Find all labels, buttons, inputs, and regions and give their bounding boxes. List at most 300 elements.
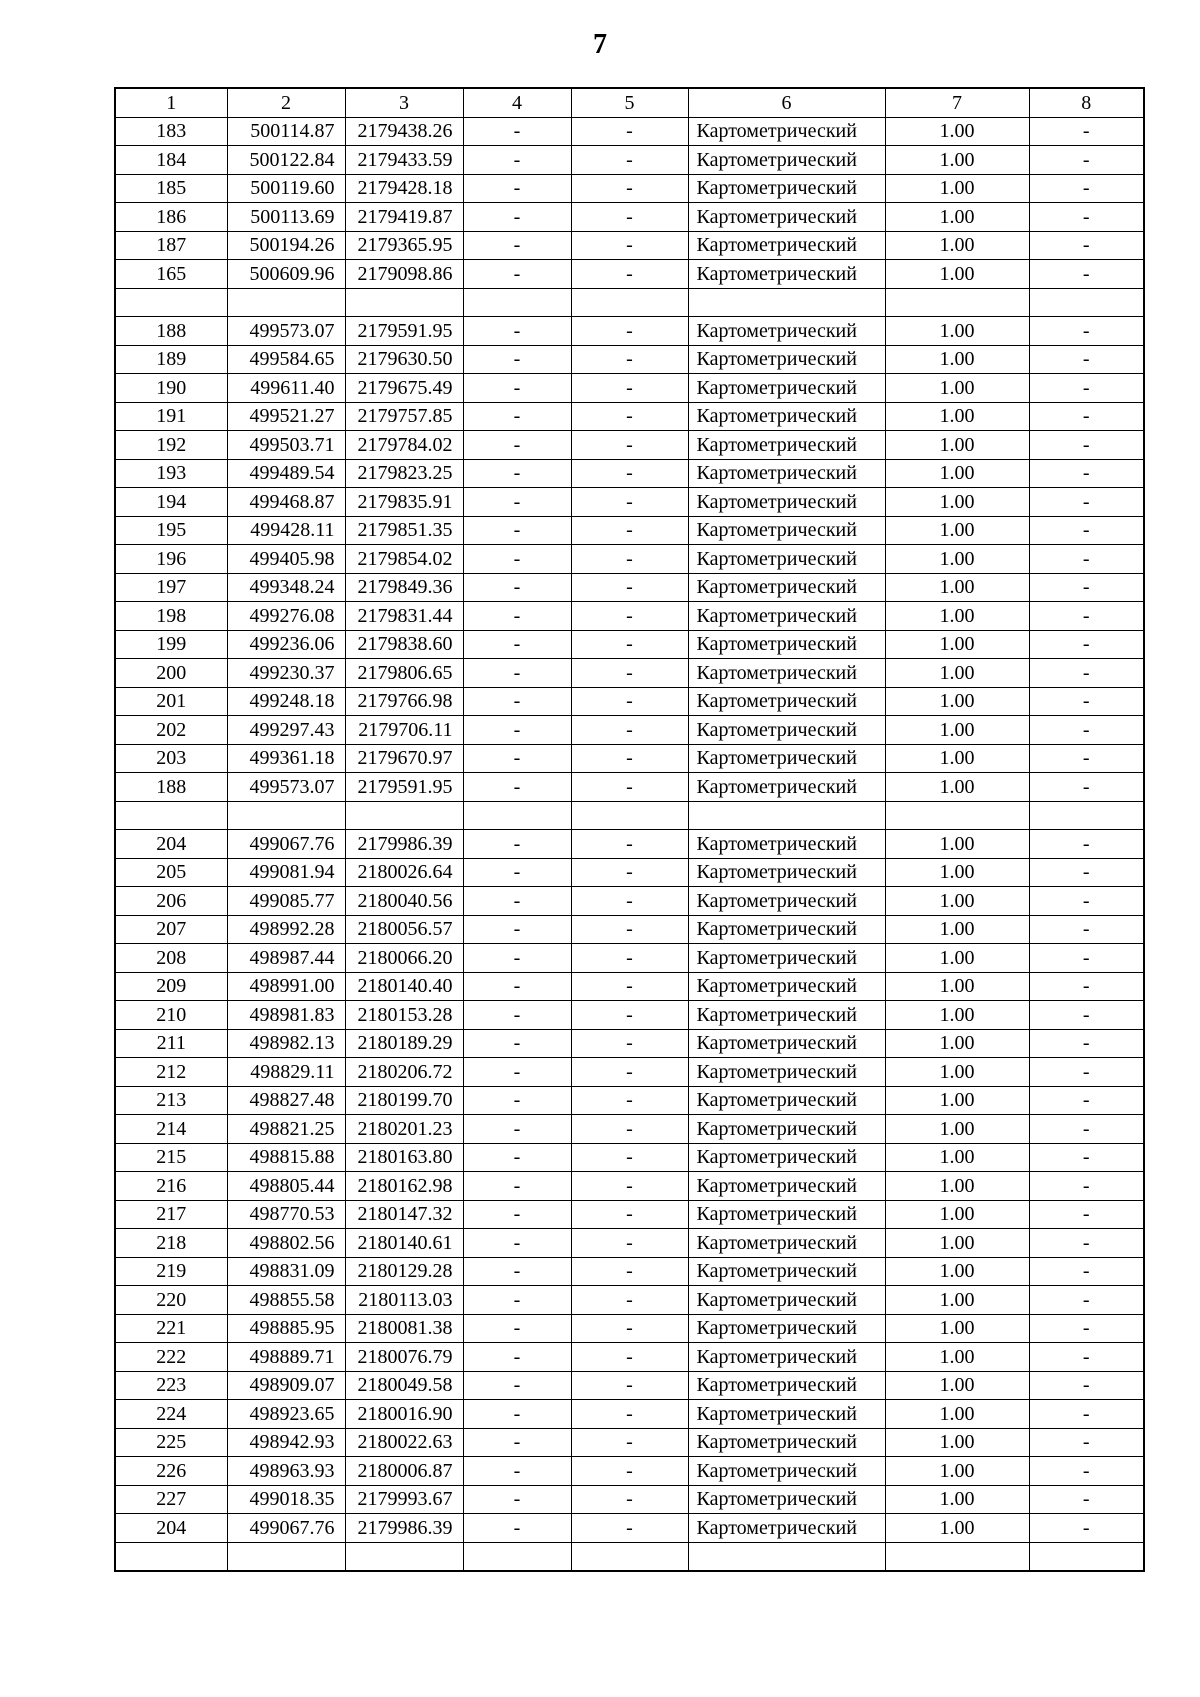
column-4-cell: -: [463, 915, 571, 944]
method-cell: Картометрический: [688, 1457, 885, 1486]
column-4-cell: -: [463, 1428, 571, 1457]
method-cell: Картометрический: [688, 345, 885, 374]
y-coordinate-cell: 2180199.70: [345, 1086, 463, 1115]
column-4-cell: -: [463, 402, 571, 431]
table-body: [115, 117, 1144, 1571]
column-8-cell: -: [1029, 317, 1144, 346]
point-number-cell: 205: [115, 858, 227, 887]
column-8-cell: -: [1029, 1143, 1144, 1172]
accuracy-cell: 1.00: [885, 1485, 1029, 1514]
accuracy-cell: 1.00: [885, 1172, 1029, 1201]
column-8-cell: -: [1029, 773, 1144, 802]
accuracy-cell: 1.00: [885, 1514, 1029, 1543]
table-row: [115, 830, 1144, 859]
method-cell: [688, 1542, 885, 1571]
column-5-cell: -: [571, 174, 688, 203]
accuracy-cell: 1.00: [885, 944, 1029, 973]
accuracy-cell: 1.00: [885, 602, 1029, 631]
column-header: 3: [345, 88, 463, 117]
x-coordinate-cell: 499611.40: [227, 374, 345, 403]
y-coordinate-cell: 2179098.86: [345, 260, 463, 289]
column-5-cell: -: [571, 1029, 688, 1058]
column-5-cell: -: [571, 374, 688, 403]
y-coordinate-cell: 2179706.11: [345, 716, 463, 745]
point-number-cell: 193: [115, 459, 227, 488]
y-coordinate-cell: 2179806.65: [345, 659, 463, 688]
column-5-cell: -: [571, 146, 688, 175]
y-coordinate-cell: 2180040.56: [345, 887, 463, 916]
table-separator-row: [115, 288, 1144, 317]
column-8-cell: -: [1029, 1314, 1144, 1343]
table-row: [115, 687, 1144, 716]
column-5-cell: -: [571, 630, 688, 659]
y-coordinate-cell: 2179851.35: [345, 516, 463, 545]
table-row: [115, 488, 1144, 517]
y-coordinate-cell: 2180153.28: [345, 1001, 463, 1030]
column-4-cell: -: [463, 1400, 571, 1429]
x-coordinate-cell: 499348.24: [227, 573, 345, 602]
x-coordinate-cell: [227, 1542, 345, 1571]
y-coordinate-cell: 2180081.38: [345, 1314, 463, 1343]
point-number-cell: 186: [115, 203, 227, 232]
x-coordinate-cell: 498889.71: [227, 1343, 345, 1372]
method-cell: Картометрический: [688, 944, 885, 973]
column-4-cell: -: [463, 174, 571, 203]
point-number-cell: 188: [115, 773, 227, 802]
point-number-cell: 225: [115, 1428, 227, 1457]
x-coordinate-cell: 498831.09: [227, 1257, 345, 1286]
method-cell: Картометрический: [688, 773, 885, 802]
point-number-cell: 212: [115, 1058, 227, 1087]
table-row: [115, 516, 1144, 545]
table-row: [115, 117, 1144, 146]
column-5-cell: -: [571, 1400, 688, 1429]
accuracy-cell: 1.00: [885, 260, 1029, 289]
column-5-cell: -: [571, 260, 688, 289]
column-4-cell: [463, 1542, 571, 1571]
column-8-cell: -: [1029, 1029, 1144, 1058]
x-coordinate-cell: 499230.37: [227, 659, 345, 688]
point-number-cell: [115, 1542, 227, 1571]
table-row: [115, 1514, 1144, 1543]
column-5-cell: -: [571, 1343, 688, 1372]
column-5-cell: -: [571, 1286, 688, 1315]
column-8-cell: -: [1029, 174, 1144, 203]
point-number-cell: 201: [115, 687, 227, 716]
column-8-cell: -: [1029, 1485, 1144, 1514]
method-cell: Картометрический: [688, 1229, 885, 1258]
y-coordinate-cell: 2179365.95: [345, 231, 463, 260]
point-number-cell: 224: [115, 1400, 227, 1429]
accuracy-cell: 1.00: [885, 1001, 1029, 1030]
column-5-cell: -: [571, 117, 688, 146]
table-row: [115, 231, 1144, 260]
table-row: [115, 944, 1144, 973]
y-coordinate-cell: 2179757.85: [345, 402, 463, 431]
column-5-cell: -: [571, 602, 688, 631]
column-header: 1: [115, 88, 227, 117]
accuracy-cell: 1.00: [885, 830, 1029, 859]
column-8-cell: -: [1029, 944, 1144, 973]
y-coordinate-cell: 2179831.44: [345, 602, 463, 631]
method-cell: Картометрический: [688, 174, 885, 203]
y-coordinate-cell: 2179784.02: [345, 431, 463, 460]
table-row: [115, 1001, 1144, 1030]
x-coordinate-cell: 499085.77: [227, 887, 345, 916]
y-coordinate-cell: 2179854.02: [345, 545, 463, 574]
x-coordinate-cell: 499503.71: [227, 431, 345, 460]
method-cell: Картометрический: [688, 374, 885, 403]
column-8-cell: -: [1029, 1371, 1144, 1400]
column-8-cell: -: [1029, 431, 1144, 460]
x-coordinate-cell: 498885.95: [227, 1314, 345, 1343]
column-4-cell: -: [463, 1058, 571, 1087]
point-number-cell: 202: [115, 716, 227, 745]
table-row: [115, 1029, 1144, 1058]
point-number-cell: 204: [115, 1514, 227, 1543]
column-8-cell: -: [1029, 687, 1144, 716]
column-5-cell: -: [571, 1514, 688, 1543]
column-8-cell: -: [1029, 345, 1144, 374]
y-coordinate-cell: 2180189.29: [345, 1029, 463, 1058]
column-4-cell: -: [463, 944, 571, 973]
y-coordinate-cell: 2179986.39: [345, 830, 463, 859]
column-5-cell: -: [571, 659, 688, 688]
method-cell: Картометрический: [688, 516, 885, 545]
column-4-cell: -: [463, 1457, 571, 1486]
table-row: [115, 402, 1144, 431]
y-coordinate-cell: 2179823.25: [345, 459, 463, 488]
y-coordinate-cell: 2180056.57: [345, 915, 463, 944]
point-number-cell: 187: [115, 231, 227, 260]
column-8-cell: -: [1029, 887, 1144, 916]
column-8-cell: -: [1029, 972, 1144, 1001]
x-coordinate-cell: 499081.94: [227, 858, 345, 887]
method-cell: Картометрический: [688, 1400, 885, 1429]
y-coordinate-cell: 2179630.50: [345, 345, 463, 374]
column-5-cell: -: [571, 1172, 688, 1201]
table-row: [115, 1371, 1144, 1400]
accuracy-cell: 1.00: [885, 858, 1029, 887]
column-4-cell: -: [463, 516, 571, 545]
method-cell: Картометрический: [688, 1371, 885, 1400]
x-coordinate-cell: 499067.76: [227, 1514, 345, 1543]
y-coordinate-cell: 2180006.87: [345, 1457, 463, 1486]
column-4-cell: -: [463, 203, 571, 232]
x-coordinate-cell: 499468.87: [227, 488, 345, 517]
method-cell: Картометрический: [688, 317, 885, 346]
column-4-cell: -: [463, 1371, 571, 1400]
table-row: [115, 1086, 1144, 1115]
y-coordinate-cell: 2179438.26: [345, 117, 463, 146]
column-8-cell: -: [1029, 1257, 1144, 1286]
y-coordinate-cell: 2179419.87: [345, 203, 463, 232]
column-5-cell: -: [571, 345, 688, 374]
accuracy-cell: 1.00: [885, 744, 1029, 773]
method-cell: Картометрический: [688, 687, 885, 716]
accuracy-cell: 1.00: [885, 146, 1029, 175]
point-number-cell: 220: [115, 1286, 227, 1315]
column-5-cell: [571, 801, 688, 830]
y-coordinate-cell: 2180163.80: [345, 1143, 463, 1172]
point-number-cell: 199: [115, 630, 227, 659]
point-number-cell: 215: [115, 1143, 227, 1172]
column-4-cell: -: [463, 744, 571, 773]
y-coordinate-cell: 2179670.97: [345, 744, 463, 773]
table-row: [115, 1343, 1144, 1372]
column-4-cell: -: [463, 1172, 571, 1201]
accuracy-cell: 1.00: [885, 1143, 1029, 1172]
table-row: [115, 1257, 1144, 1286]
accuracy-cell: 1.00: [885, 317, 1029, 346]
x-coordinate-cell: [227, 801, 345, 830]
column-5-cell: -: [571, 573, 688, 602]
x-coordinate-cell: 500119.60: [227, 174, 345, 203]
point-number-cell: 196: [115, 545, 227, 574]
column-4-cell: -: [463, 858, 571, 887]
method-cell: Картометрический: [688, 402, 885, 431]
table-row: [115, 659, 1144, 688]
method-cell: Картометрический: [688, 1257, 885, 1286]
x-coordinate-cell: 498770.53: [227, 1200, 345, 1229]
accuracy-cell: 1.00: [885, 117, 1029, 146]
x-coordinate-cell: 499521.27: [227, 402, 345, 431]
column-8-cell: -: [1029, 1514, 1144, 1543]
column-4-cell: -: [463, 887, 571, 916]
y-coordinate-cell: 2180022.63: [345, 1428, 463, 1457]
point-number-cell: 194: [115, 488, 227, 517]
column-8-cell: -: [1029, 744, 1144, 773]
column-8-cell: -: [1029, 545, 1144, 574]
table-row: [115, 174, 1144, 203]
method-cell: Картометрический: [688, 1428, 885, 1457]
column-8-cell: -: [1029, 402, 1144, 431]
y-coordinate-cell: 2180026.64: [345, 858, 463, 887]
x-coordinate-cell: 499067.76: [227, 830, 345, 859]
method-cell: Картометрический: [688, 117, 885, 146]
x-coordinate-cell: 500122.84: [227, 146, 345, 175]
column-8-cell: [1029, 1542, 1144, 1571]
column-8-cell: -: [1029, 260, 1144, 289]
x-coordinate-cell: 498923.65: [227, 1400, 345, 1429]
column-5-cell: -: [571, 1257, 688, 1286]
table-row: [115, 602, 1144, 631]
table-row: [115, 972, 1144, 1001]
table-row: [115, 1314, 1144, 1343]
table-separator-row: [115, 801, 1144, 830]
table-row: [115, 1058, 1144, 1087]
accuracy-cell: 1.00: [885, 773, 1029, 802]
y-coordinate-cell: 2179835.91: [345, 488, 463, 517]
table-row: [115, 345, 1144, 374]
y-coordinate-cell: [345, 801, 463, 830]
column-8-cell: -: [1029, 915, 1144, 944]
accuracy-cell: 1.00: [885, 231, 1029, 260]
column-4-cell: -: [463, 1286, 571, 1315]
method-cell: Картометрический: [688, 488, 885, 517]
table-row: [115, 915, 1144, 944]
column-8-cell: [1029, 801, 1144, 830]
column-8-cell: -: [1029, 203, 1144, 232]
point-number-cell: 191: [115, 402, 227, 431]
column-8-cell: -: [1029, 146, 1144, 175]
column-4-cell: -: [463, 1257, 571, 1286]
table-row: [115, 1286, 1144, 1315]
column-5-cell: -: [571, 1001, 688, 1030]
table-row: [115, 260, 1144, 289]
column-5-cell: -: [571, 1457, 688, 1486]
point-number-cell: 214: [115, 1115, 227, 1144]
column-5-cell: [571, 1542, 688, 1571]
point-number-cell: 200: [115, 659, 227, 688]
accuracy-cell: 1.00: [885, 716, 1029, 745]
x-coordinate-cell: 498942.93: [227, 1428, 345, 1457]
column-5-cell: -: [571, 1428, 688, 1457]
x-coordinate-cell: 498909.07: [227, 1371, 345, 1400]
method-cell: Картометрический: [688, 716, 885, 745]
column-4-cell: -: [463, 431, 571, 460]
accuracy-cell: 1.00: [885, 545, 1029, 574]
column-5-cell: -: [571, 773, 688, 802]
accuracy-cell: 1.00: [885, 374, 1029, 403]
column-4-cell: -: [463, 687, 571, 716]
y-coordinate-cell: 2180201.23: [345, 1115, 463, 1144]
point-number-cell: 211: [115, 1029, 227, 1058]
column-8-cell: -: [1029, 630, 1144, 659]
accuracy-cell: 1.00: [885, 1286, 1029, 1315]
x-coordinate-cell: 498805.44: [227, 1172, 345, 1201]
method-cell: Картометрический: [688, 1286, 885, 1315]
point-number-cell: 183: [115, 117, 227, 146]
accuracy-cell: 1.00: [885, 887, 1029, 916]
table-row: [115, 1115, 1144, 1144]
column-4-cell: -: [463, 1115, 571, 1144]
x-coordinate-cell: 500609.96: [227, 260, 345, 289]
column-5-cell: -: [571, 1371, 688, 1400]
column-4-cell: -: [463, 345, 571, 374]
point-number-cell: 197: [115, 573, 227, 602]
y-coordinate-cell: 2180162.98: [345, 1172, 463, 1201]
column-4-cell: -: [463, 1086, 571, 1115]
x-coordinate-cell: 499276.08: [227, 602, 345, 631]
column-4-cell: -: [463, 146, 571, 175]
x-coordinate-cell: 500113.69: [227, 203, 345, 232]
accuracy-cell: 1.00: [885, 1229, 1029, 1258]
accuracy-cell: 1.00: [885, 516, 1029, 545]
column-5-cell: -: [571, 459, 688, 488]
method-cell: Картометрический: [688, 1143, 885, 1172]
column-header: 2: [227, 88, 345, 117]
table-row: [115, 716, 1144, 745]
point-number-cell: 223: [115, 1371, 227, 1400]
accuracy-cell: 1.00: [885, 488, 1029, 517]
column-5-cell: -: [571, 1143, 688, 1172]
method-cell: Картометрический: [688, 231, 885, 260]
point-number-cell: 208: [115, 944, 227, 973]
x-coordinate-cell: 499584.65: [227, 345, 345, 374]
accuracy-cell: [885, 801, 1029, 830]
accuracy-cell: 1.00: [885, 659, 1029, 688]
y-coordinate-cell: 2180140.61: [345, 1229, 463, 1258]
y-coordinate-cell: 2180147.32: [345, 1200, 463, 1229]
method-cell: Картометрический: [688, 659, 885, 688]
column-4-cell: -: [463, 1485, 571, 1514]
accuracy-cell: 1.00: [885, 431, 1029, 460]
table-row: [115, 858, 1144, 887]
x-coordinate-cell: 498991.00: [227, 972, 345, 1001]
accuracy-cell: 1.00: [885, 459, 1029, 488]
table-row: [115, 431, 1144, 460]
accuracy-cell: 1.00: [885, 1428, 1029, 1457]
table-row: [115, 317, 1144, 346]
method-cell: Картометрический: [688, 459, 885, 488]
x-coordinate-cell: 498802.56: [227, 1229, 345, 1258]
column-4-cell: -: [463, 972, 571, 1001]
column-5-cell: -: [571, 687, 688, 716]
column-8-cell: -: [1029, 516, 1144, 545]
column-4-cell: -: [463, 1001, 571, 1030]
column-5-cell: -: [571, 1200, 688, 1229]
column-4-cell: -: [463, 773, 571, 802]
x-coordinate-cell: 499489.54: [227, 459, 345, 488]
x-coordinate-cell: 499248.18: [227, 687, 345, 716]
column-8-cell: -: [1029, 858, 1144, 887]
method-cell: Картометрический: [688, 1343, 885, 1372]
accuracy-cell: 1.00: [885, 1058, 1029, 1087]
x-coordinate-cell: 499428.11: [227, 516, 345, 545]
x-coordinate-cell: 498982.13: [227, 1029, 345, 1058]
column-8-cell: -: [1029, 573, 1144, 602]
method-cell: Картометрический: [688, 744, 885, 773]
y-coordinate-cell: 2179986.39: [345, 1514, 463, 1543]
y-coordinate-cell: [345, 288, 463, 317]
column-8-cell: -: [1029, 1115, 1144, 1144]
x-coordinate-cell: 498981.83: [227, 1001, 345, 1030]
column-8-cell: -: [1029, 1200, 1144, 1229]
accuracy-cell: 1.00: [885, 687, 1029, 716]
column-5-cell: -: [571, 972, 688, 1001]
table-row: [115, 1485, 1144, 1514]
table-row: [115, 1400, 1144, 1429]
column-5-cell: -: [571, 1485, 688, 1514]
x-coordinate-cell: 498963.93: [227, 1457, 345, 1486]
accuracy-cell: 1.00: [885, 1314, 1029, 1343]
column-4-cell: -: [463, 659, 571, 688]
table-row: [115, 203, 1144, 232]
column-8-cell: -: [1029, 1172, 1144, 1201]
method-cell: Картометрический: [688, 602, 885, 631]
column-8-cell: [1029, 288, 1144, 317]
method-cell: Картометрический: [688, 915, 885, 944]
accuracy-cell: 1.00: [885, 1400, 1029, 1429]
column-8-cell: -: [1029, 488, 1144, 517]
column-4-cell: -: [463, 231, 571, 260]
point-number-cell: 213: [115, 1086, 227, 1115]
table-separator-row: [115, 1542, 1144, 1571]
table-row: [115, 1457, 1144, 1486]
column-8-cell: -: [1029, 1428, 1144, 1457]
column-4-cell: -: [463, 630, 571, 659]
table-row: [115, 1143, 1144, 1172]
table-row: [115, 1229, 1144, 1258]
column-4-cell: -: [463, 1029, 571, 1058]
point-number-cell: [115, 801, 227, 830]
column-4-cell: -: [463, 545, 571, 574]
point-number-cell: 221: [115, 1314, 227, 1343]
column-4-cell: -: [463, 716, 571, 745]
column-4-cell: -: [463, 459, 571, 488]
method-cell: Картометрический: [688, 1485, 885, 1514]
